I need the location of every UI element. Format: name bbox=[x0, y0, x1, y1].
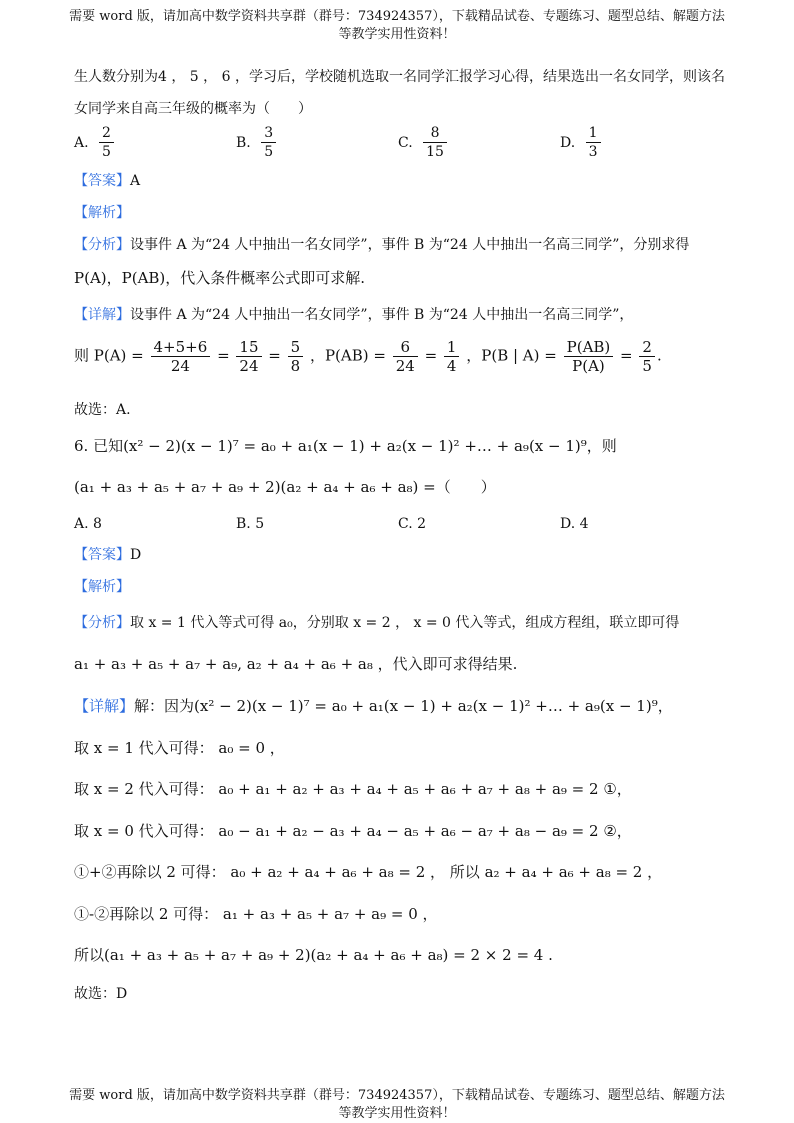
q5-option-a: A. $\frac{2}{5}$ bbox=[74, 124, 116, 161]
q6-step-3: 取 x = 0 代入可得： a₀ − a₁ + a₂ − a₃ + a₄ − a₅ + a₆ − a₇ + a₈ − a₉ = 2 ②， bbox=[74, 822, 632, 840]
q6-fenxi-2: a₁ + a₃ + a₅ + a₇ + a₉, a₂ + a₄ + a₆ + a₈ ，代入即可求得结果. bbox=[74, 655, 518, 673]
q6-option-a: A. 8 bbox=[74, 516, 102, 532]
q6-xiangjie: 【详解】解：因为(x² − 2)(x − 1)⁷ = a₀ + a₁(x − 1) + a₂(x − 1)² +… + a₉(x − 1)⁹， bbox=[74, 697, 673, 715]
q6-step-1: 取 x = 1 代入可得： a₀ = 0 ， bbox=[74, 739, 285, 757]
header-line-1: 需要 word 版，请加高中数学资料共享群（群号：734924357），下载精品试卷、专题练习、题型总结、解题方法 bbox=[69, 9, 725, 24]
q5-option-a-fraction: $\frac{2}{5}$ bbox=[99, 124, 114, 161]
q5-fenxi-2: P(A)，P(AB)，代入条件概率公式即可求解. bbox=[74, 269, 366, 287]
q5-option-c: C. $\frac{8}{15}$ bbox=[398, 124, 449, 161]
q6-option-c: C. 2 bbox=[398, 516, 427, 532]
q5-option-d: D. $\frac{1}{3}$ bbox=[560, 124, 603, 161]
q5-option-b-fraction: $\frac{3}{5}$ bbox=[261, 124, 276, 161]
q6-step-5: ①-②再除以 2 可得： a₁ + a₃ + a₅ + a₇ + a₉ = 0 ， bbox=[74, 905, 438, 923]
q5-fenxi: 【分析】设事件 A 为“24 人中抽出一名女同学”，事件 B 为“24 人中抽出一名高三同学”，分别求得 bbox=[74, 237, 690, 253]
q5-xiangjie: 【详解】设事件 A 为“24 人中抽出一名女同学”，事件 B 为“24 人中抽出一名高三同学”， bbox=[74, 307, 634, 323]
q5-option-b: B. $\frac{3}{5}$ bbox=[236, 124, 278, 161]
q6-step-2: 取 x = 2 代入可得： a₀ + a₁ + a₂ + a₃ + a₄ + a₅ + a₆ + a₇ + a₈ + a₉ = 2 ①， bbox=[74, 780, 632, 798]
q5-conclude: 故选：A. bbox=[74, 402, 131, 418]
q5-calculation: 则 P(A) = $\frac{4+5+6}{24}$ = $\frac{15}{24}$ = $\frac{5}{8}$ ，P(AB) = $\frac{6}{24}$ = $\frac{1}{4}$ ，P(B | A) = $\frac{P(AB)}{P(A)}$ = $\frac{2}{5}$ . bbox=[74, 338, 662, 375]
q6-step-6: 所以(a₁ + a₃ + a₅ + a₇ + a₉ + 2)(a₂ + a₄ + a₆ + a₈) = 2 × 2 = 4 . bbox=[74, 946, 553, 964]
q5-option-d-fraction: $\frac{1}{3}$ bbox=[586, 124, 601, 161]
q6-fenxi: 【分析】取 x = 1 代入等式可得 a₀，分别取 x = 2 ， x = 0 代入等式，组成方程组，联立即可得 bbox=[74, 615, 680, 631]
page-footer bbox=[0, 1087, 794, 1123]
q6-analysis-tag: 【解析】 bbox=[74, 579, 130, 595]
footer-line-2: 等教学实用性资料！ bbox=[338, 1106, 456, 1121]
q6-option-d: D. 4 bbox=[560, 516, 589, 532]
answer-tag: 【答案】 bbox=[74, 173, 130, 189]
footer-line-1: 需要 word 版，请加高中数学资料共享群（群号：734924357），下载精品试卷、专题练习、题型总结、解题方法 bbox=[69, 1088, 725, 1103]
q5-analysis-tag: 【解析】 bbox=[74, 205, 130, 221]
q6-option-b: B. 5 bbox=[236, 516, 265, 532]
answer-value: A bbox=[130, 173, 141, 189]
q5-option-c-fraction: $\frac{8}{15}$ bbox=[423, 124, 447, 161]
q6-step-4: ①+②再除以 2 可得： a₀ + a₂ + a₄ + a₆ + a₈ = 2 ， 所以 a₂ + a₄ + a₆ + a₈ = 2 ， bbox=[74, 863, 663, 881]
q6-conclude: 故选：D bbox=[74, 986, 128, 1002]
header-line-2: 等教学实用性资料！ bbox=[338, 27, 456, 42]
q6-answer: 【答案】D bbox=[74, 547, 142, 563]
q5-text-2: 女同学来自高三年级的概率为（ ） bbox=[74, 101, 312, 117]
q5-answer bbox=[74, 171, 140, 191]
q5-text-1: 生人数分别为4 ， 5 ， 6 ，学习后，学校随机选取一名同学汇报学习心得，结果选出一名女同学，则该名 bbox=[74, 69, 725, 85]
page-header bbox=[0, 8, 794, 44]
q6-stem: 6. 已知(x² − 2)(x − 1)⁷ = a₀ + a₁(x − 1) + a₂(x − 1)² +… + a₉(x − 1)⁹，则 bbox=[74, 437, 617, 455]
q6-stem-2: (a₁ + a₃ + a₅ + a₇ + a₉ + 2)(a₂ + a₄ + a₆ + a₈) =（ ） bbox=[74, 478, 496, 496]
